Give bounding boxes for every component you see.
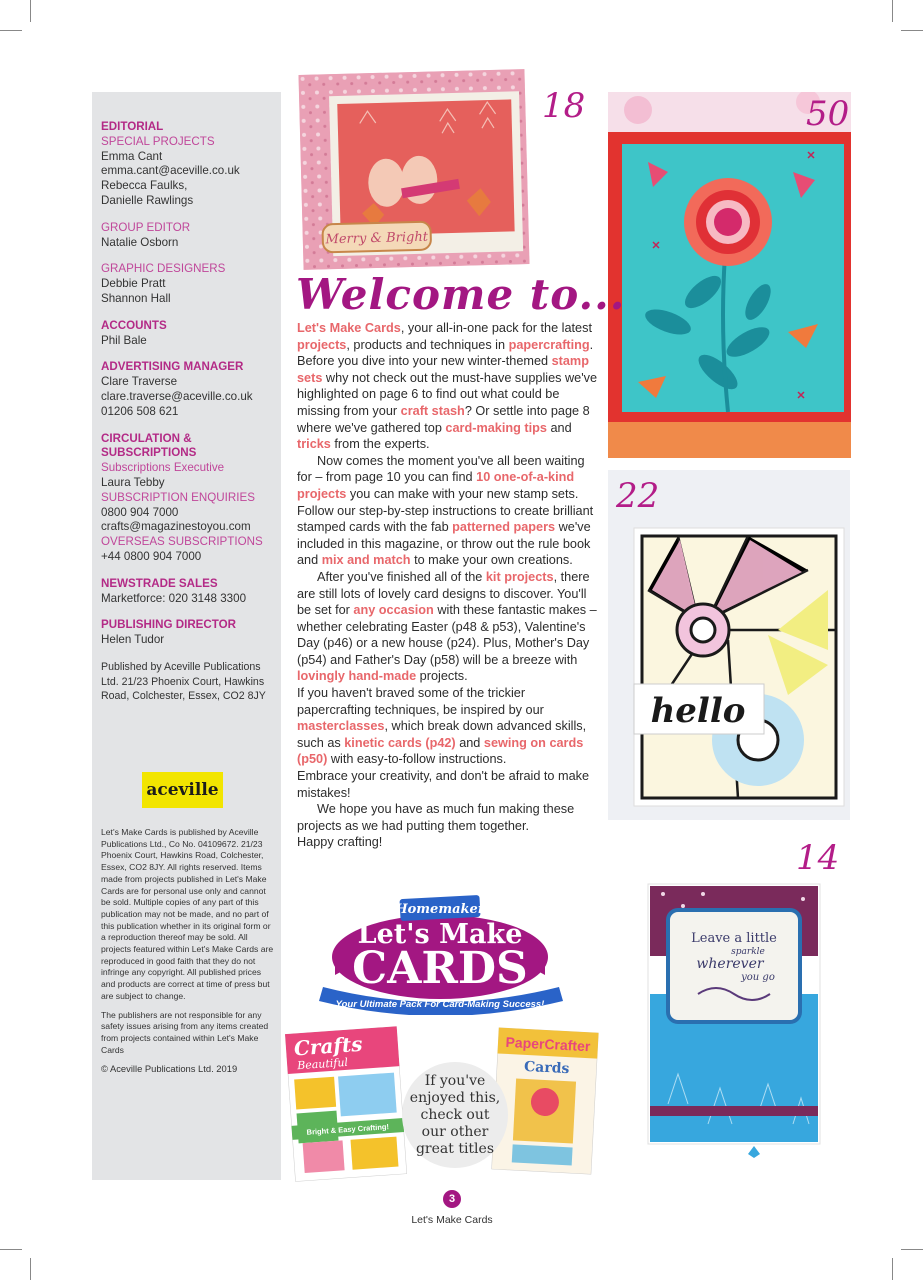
accounts-section xyxy=(101,319,276,349)
highlight-term: projects xyxy=(297,337,347,352)
bubble-line: enjoyed this, xyxy=(409,1089,501,1106)
group-editor-section xyxy=(101,221,276,251)
section-title: PUBLISHING DIRECTOR xyxy=(101,618,237,632)
highlight-term: papercrafting xyxy=(508,337,590,352)
card-illustration xyxy=(608,834,851,1164)
merry-text: Merry & Bright xyxy=(325,229,429,248)
credit-email: crafts@magazinestoyou.com xyxy=(101,520,251,534)
welcome-paragraph xyxy=(297,685,599,768)
body-run: , there are still lots of lovely card designs to discover. You'll be set for xyxy=(297,569,590,618)
card-photo-hello xyxy=(608,470,850,820)
cover-tag: Bright & Easy Crafting! xyxy=(306,1122,390,1137)
legal-notice xyxy=(101,827,276,1082)
section-title: CIRCULATION & xyxy=(101,431,192,445)
homemaker-text: Homemaker xyxy=(395,902,485,917)
published-by xyxy=(101,660,276,704)
role-label: Subscriptions Executive xyxy=(101,461,225,475)
publishing-section xyxy=(101,618,276,648)
credit-line: Phil Bale xyxy=(101,333,147,347)
body-run: with these fantastic makes – whether celebrating Easter (p48 & p53), Valentine's Day (p46) or a new house (p24). Plus, Mother's Day (p54) and Father's Day (p58) will be a breeze with xyxy=(297,603,597,667)
page-ref-18: 18 xyxy=(542,86,586,126)
page-ref-14: 14 xyxy=(796,838,840,878)
cover-title: Crafts xyxy=(293,1031,364,1061)
section-title: ACCOUNTS xyxy=(101,318,167,332)
body-run: , which break down advanced skills, such as xyxy=(297,719,587,750)
highlight-term: patterned papers xyxy=(452,520,556,535)
other-titles-bubble xyxy=(402,1062,508,1168)
credit-line: Helen Tudor xyxy=(101,633,165,647)
welcome-heading: Welcome to... xyxy=(296,270,626,319)
credit-line: Debbie Pratt xyxy=(101,277,166,291)
card-illustration xyxy=(608,470,850,820)
address-line: Published by Aceville Publications xyxy=(101,660,261,673)
highlight-term: stamp sets xyxy=(297,354,589,385)
section-title: ADVERTISING MANAGER xyxy=(101,360,244,374)
role-label: SPECIAL PROJECTS xyxy=(101,134,215,148)
address-line: Road, Colchester, Essex, CO2 8JY xyxy=(101,690,266,703)
credit-phone: 01206 508 621 xyxy=(101,404,179,418)
crop-mark xyxy=(892,1258,893,1280)
cover-subtitle: Beautiful xyxy=(296,1055,349,1073)
body-run: you can make with your new stamp sets. Follow our step-by-step instructions to create brilliant stamped cards with the fab xyxy=(297,486,594,535)
page-number: 3 xyxy=(443,1190,461,1208)
designers-section xyxy=(101,262,276,306)
aceville-logo: aceville xyxy=(142,772,223,808)
footer-title: Let's Make Cards xyxy=(411,1214,493,1226)
body-run: If you haven't braved some of the trickier papercrafting techniques, be inspired by our xyxy=(297,686,544,717)
leave-text: Leave a little xyxy=(691,931,777,946)
lets-make-cards-logo xyxy=(315,895,565,1015)
cover-graphic xyxy=(285,1026,407,1181)
card-illustration xyxy=(608,92,851,458)
body-run: After you've finished all of the xyxy=(317,569,486,584)
crop-mark xyxy=(30,1258,31,1280)
bubble-line: check out xyxy=(420,1106,490,1123)
crop-mark xyxy=(892,0,893,22)
cover-graphic xyxy=(491,1027,598,1174)
credit-line: Clare Traverse xyxy=(101,375,178,389)
crop-mark xyxy=(30,0,31,22)
bubble-text xyxy=(410,1073,500,1158)
hello-text: hello xyxy=(650,691,746,731)
legal-paragraph: The publishers are not responsible for any safety issues arising from any items created from projects contained within Let's Make Cards xyxy=(101,1009,269,1055)
role-label: OVERSEAS SUBSCRIPTIONS xyxy=(101,535,263,549)
bubble-line: If you've xyxy=(424,1072,486,1089)
sparkle-text: sparkle xyxy=(731,947,765,957)
editorial-section xyxy=(101,120,276,209)
section-title: EDITORIAL xyxy=(101,120,164,133)
credit-line: Rebecca Faulks, xyxy=(101,179,188,193)
body-run: projects. xyxy=(416,669,468,684)
bubble-line: our other xyxy=(421,1123,489,1140)
bubble-line: great titles xyxy=(415,1140,495,1157)
welcome-paragraph: Embrace your creativity, and don't be afraid to make mistakes! xyxy=(297,769,590,800)
credit-line: Shannon Hall xyxy=(101,291,171,305)
section-title: SUBSCRIPTIONS xyxy=(101,446,197,460)
credit-line: Natalie Osborn xyxy=(101,235,179,249)
body-run: from the experts. xyxy=(330,437,430,452)
cover-subtitle: Cards xyxy=(523,1058,570,1078)
welcome-paragraph xyxy=(297,453,599,569)
welcome-signoff: Happy crafting! xyxy=(297,835,383,850)
credit-phone: 0800 904 7000 xyxy=(101,505,179,519)
credit-line: Laura Tebby xyxy=(101,475,165,489)
highlight-term: tricks xyxy=(297,437,331,452)
copyright: © Aceville Publications Ltd. 2019 xyxy=(101,1063,238,1075)
role-label: GRAPHIC DESIGNERS xyxy=(101,262,226,276)
body-run: and xyxy=(546,420,572,435)
crop-mark xyxy=(0,30,22,31)
credits-list xyxy=(101,120,276,716)
legal-paragraph: Let's Make Cards is published by Aceville Publications Ltd., Co No. 04109672. 21/23 Phoenix Court, Hawkins Road, Colchester, Essex, CO2 8JY. All rights reserved. Items made from projects published in Let's Make Cards are for personal use only and cannot be sold. Multiple copies of any part of this publication may not be made, and no part of this publication whether in its original form or a reproduction thereof may be sold. All projects featured within Let's Make Cards are reproduced in good faith that they do not infringe any copyright. All published prices and products are correct at time of press but are subject to change. xyxy=(101,827,274,1001)
body-run: with easy-to-follow instructions. xyxy=(327,752,507,767)
highlight-term: Let's Make Cards xyxy=(297,321,401,335)
welcome-body xyxy=(297,320,599,851)
body-run: Now comes the moment you've all been waiting for – from page 10 you can find xyxy=(297,453,585,485)
credit-line: Marketforce: 020 3148 3300 xyxy=(101,591,247,605)
credit-phone: +44 0800 904 7000 xyxy=(101,549,202,563)
you-go-text: you go xyxy=(741,972,775,983)
body-run: and xyxy=(455,735,484,750)
card-photo-merry-bright xyxy=(298,69,529,270)
highlight-term: sewing on cards (p50) xyxy=(297,735,584,767)
address-line: Ltd. 21/23 Phoenix Court, Hawkins xyxy=(101,675,265,688)
highlight-term: any occasion xyxy=(353,603,434,618)
magazine-cover-crafts-beautiful xyxy=(285,1026,407,1181)
body-run: . Before you dive into your new winter-themed xyxy=(297,337,594,369)
credit-line: Danielle Rawlings xyxy=(101,193,194,207)
crop-mark xyxy=(0,1249,22,1250)
card-photo-sewn-flower xyxy=(608,92,851,458)
credits-sidebar xyxy=(92,92,281,1180)
highlight-term: mix and match xyxy=(321,553,411,568)
credit-email: emma.cant@aceville.co.uk xyxy=(101,164,240,178)
advertising-section xyxy=(101,360,276,419)
highlight-term: lovingly hand-made xyxy=(297,669,417,684)
logo-graphic xyxy=(315,895,565,1015)
crop-mark xyxy=(901,30,923,31)
role-label: GROUP EDITOR xyxy=(101,220,191,234)
highlight-term: kinetic cards (p42) xyxy=(344,735,456,750)
highlight-term: 10 one-of-a-kind projects xyxy=(297,470,575,501)
body-run: why not check out the must-have supplies we've highlighted on page 6 to find out what could be missing from your xyxy=(297,370,598,418)
card-illustration xyxy=(298,69,529,270)
body-run: , your all-in-one pack for the latest xyxy=(400,321,592,335)
page-ref-50: 50 xyxy=(806,94,850,134)
highlight-term: masterclasses xyxy=(297,719,385,734)
card-photo-sparkle xyxy=(608,834,851,1164)
credit-line: Emma Cant xyxy=(101,149,163,163)
newstrade-section xyxy=(101,577,276,607)
logo-line-2: CARDS xyxy=(352,943,528,994)
welcome-paragraph xyxy=(297,569,599,685)
cover-title: PaperCrafter xyxy=(505,1033,591,1055)
magazine-cover-papercrafter xyxy=(491,1027,598,1174)
body-run: ? Or settle into page 8 where we've gathered top xyxy=(297,403,590,435)
circulation-section xyxy=(101,432,276,565)
logo-line-1: Let's Make xyxy=(357,919,523,950)
highlight-term: kit projects xyxy=(485,569,554,584)
section-title: NEWSTRADE SALES xyxy=(101,576,218,590)
body-run: we've included in this magazine, or throw out the rule book and xyxy=(297,520,591,568)
body-run: to make your own creations. xyxy=(410,553,573,568)
crop-mark xyxy=(901,1249,923,1250)
page-ref-22: 22 xyxy=(616,476,660,516)
body-run: , products and techniques in xyxy=(346,337,509,352)
wherever-text: wherever xyxy=(696,956,764,972)
ribbon-text: Your Ultimate Pack For Card-Making Success! xyxy=(335,999,545,1010)
role-label: SUBSCRIPTION ENQUIRIES xyxy=(101,490,255,504)
highlight-term: craft stash xyxy=(400,403,465,418)
welcome-paragraph: We hope you have as much fun making these projects as we had putting them together. xyxy=(297,802,575,833)
credit-email: clare.traverse@aceville.co.uk xyxy=(101,389,253,403)
highlight-term: card-making tips xyxy=(445,420,547,435)
welcome-paragraph xyxy=(297,320,599,453)
